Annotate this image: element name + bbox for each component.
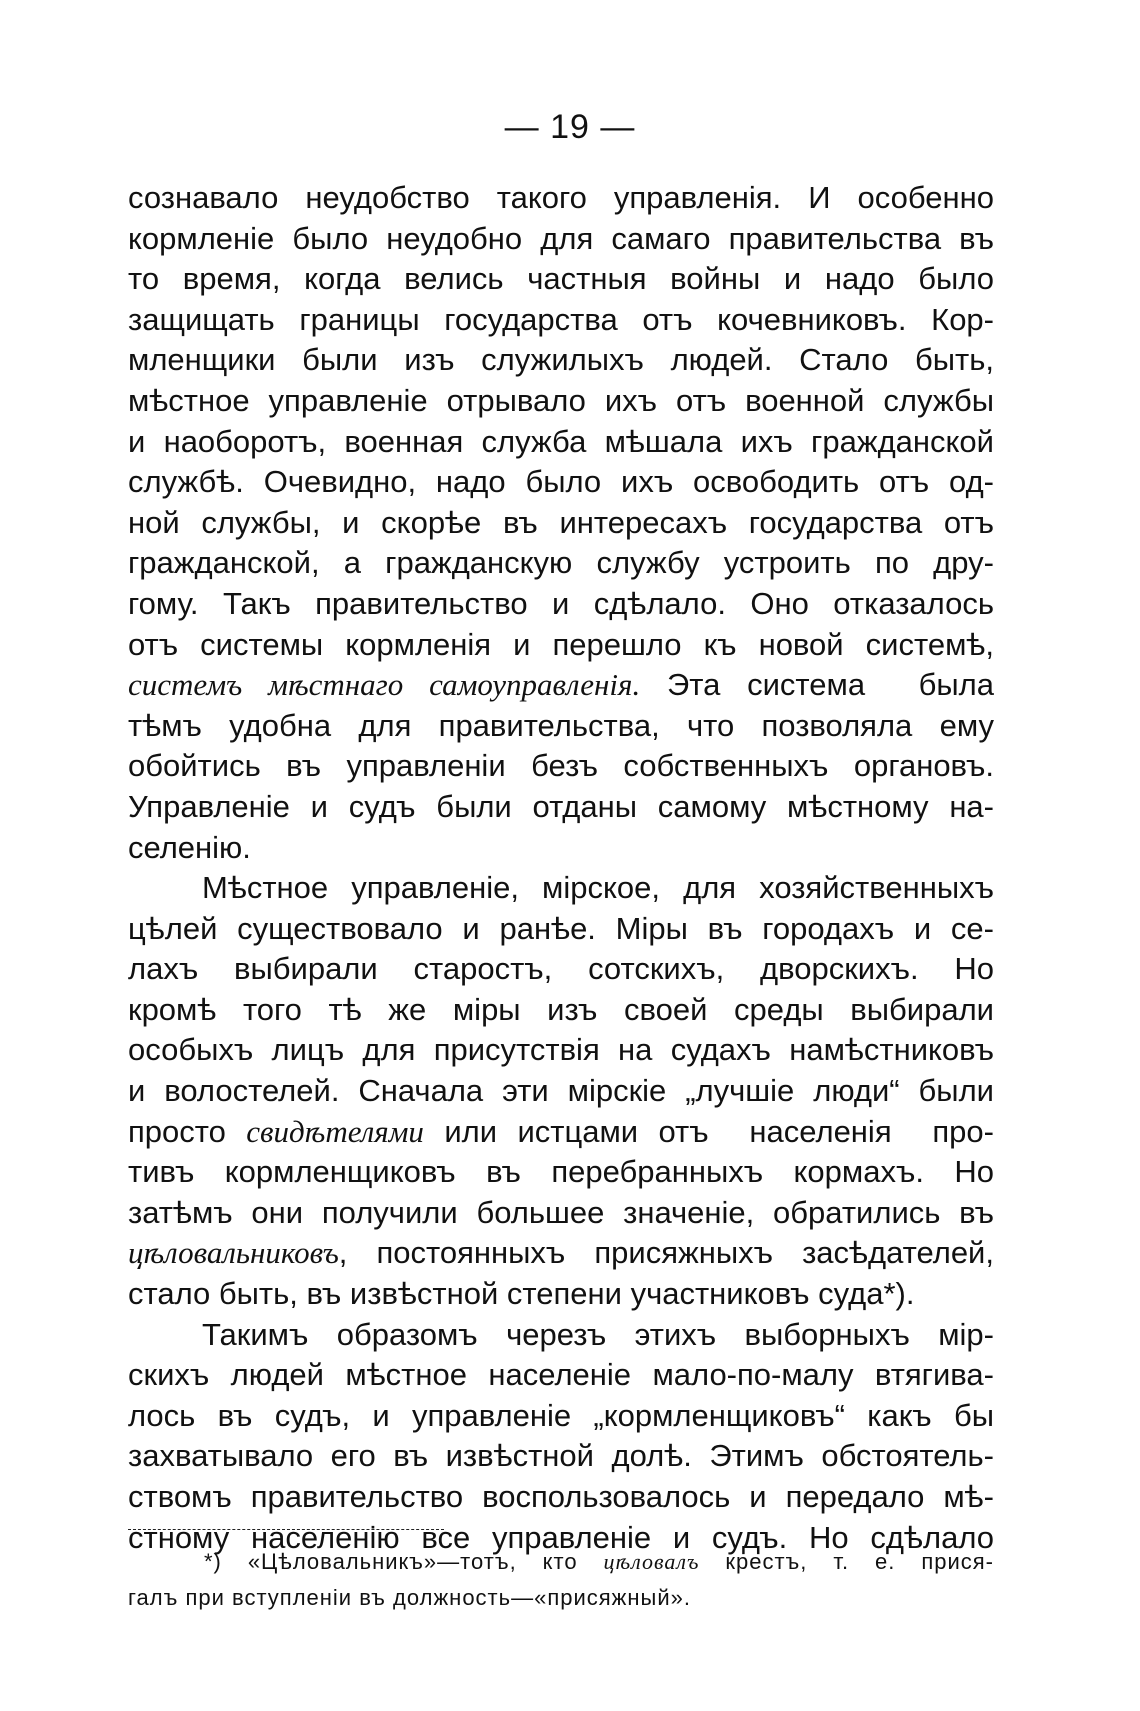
footnote-line bbox=[128, 1544, 994, 1580]
paragraph-start-line: Такимъ образомъ черезъ этихъ выборныхъ мір- bbox=[202, 1316, 994, 1352]
text-line: и наоборотъ, военная служба мѣшала ихъ гражданской bbox=[128, 423, 994, 459]
italic-phrase: цѣловальниковъ bbox=[128, 1235, 339, 1271]
text-line: тивъ кормленщиковъ въ перебранныхъ кормахъ. Но bbox=[128, 1154, 994, 1190]
text-line bbox=[128, 665, 994, 706]
text-line: захватывало его въ извѣстной долѣ. Этимъ обстоятель- bbox=[128, 1438, 994, 1474]
text-line: службѣ. Очевидно, надо было ихъ освободить отъ од- bbox=[128, 464, 994, 500]
text-line: скихъ людей мѣстное населеніе мало-по-малу втягива- bbox=[128, 1357, 994, 1393]
footnote-divider bbox=[128, 1529, 444, 1530]
text-line: обойтись въ управленіи безъ собственныхъ органовъ. bbox=[128, 748, 994, 784]
text-fragment: или истцами отъ населенія про- bbox=[423, 1113, 994, 1149]
text-line: ной службы, и скорѣе въ интересахъ государства отъ bbox=[128, 504, 994, 540]
text-line: гражданской, а гражданскую службу устроить по дру- bbox=[128, 545, 994, 581]
text-line: сознавало неудобство такого управленія. И особенно bbox=[128, 180, 994, 215]
text-fragment: , постоянныхъ присяжныхъ засѣдателей, bbox=[338, 1235, 994, 1271]
italic-phrase: системъ мѣстнаго самоуправленія. bbox=[128, 667, 641, 703]
text-line: ствомъ правительство воспользовалось и передало мѣ- bbox=[128, 1479, 994, 1514]
text-line: и волостелей. Сначала эти мірскіе „лучшіе люди“ были bbox=[128, 1073, 994, 1109]
text-line: затѣмъ они получили большее значеніе, обратились въ bbox=[128, 1194, 994, 1230]
text-line: селенію. bbox=[128, 829, 251, 865]
body-text bbox=[128, 178, 994, 1558]
text-line: Управленіе и судъ были отданы самому мѣстному на- bbox=[128, 788, 994, 824]
text-line: стному населенію все управленіе и судъ. Но сдѣлало bbox=[128, 1519, 994, 1555]
text-line: тѣмъ удобна для правительства, что позволяла ему bbox=[128, 707, 994, 743]
text-line: особыхъ лицъ для присутствія на судахъ намѣстниковъ bbox=[128, 1032, 994, 1068]
footnote bbox=[128, 1544, 994, 1616]
text-line: отъ системы кормленія и перешло къ новой системѣ, bbox=[128, 626, 994, 662]
text-fragment: *) «Цѣловальникъ»—тотъ, кто bbox=[204, 1549, 604, 1574]
text-line: защищать границы государства отъ кочевниковъ. Кор- bbox=[128, 301, 994, 337]
italic-phrase: цѣловалъ bbox=[603, 1549, 700, 1574]
text-line: кромѣ того тѣ же міры изъ своей среды выбирали bbox=[128, 991, 994, 1027]
text-fragment: Эта система была bbox=[640, 667, 994, 703]
text-line: то время, когда велись частныя войны и надо было bbox=[128, 261, 994, 297]
text-fragment: крестъ, т. е. прися- bbox=[699, 1549, 995, 1574]
footnote-line: галъ при вступленіи въ должность—«присяжный». bbox=[128, 1585, 691, 1610]
text-line: гому. Такъ правительство и сдѣлало. Оно отказалось bbox=[128, 585, 994, 621]
text-fragment: просто bbox=[128, 1113, 247, 1149]
text-line: мленщики были изъ служилыхъ людей. Стало быть, bbox=[128, 342, 994, 378]
page-number: — 19 — bbox=[504, 108, 636, 146]
text-line: лахъ выбирали старостъ, сотскихъ, дворскихъ. Но bbox=[128, 951, 994, 987]
paragraph-start-line: Мѣстное управленіе, мірское, для хозяйственныхъ bbox=[202, 870, 994, 906]
text-line bbox=[128, 1233, 994, 1274]
text-line: стало быть, въ извѣстной степени участниковъ суда*). bbox=[128, 1276, 915, 1312]
text-line: мѣстное управленіе отрывало ихъ отъ военной службы bbox=[128, 382, 994, 418]
text-line: лось въ судъ, и управленіе „кормленщиковъ“ какъ бы bbox=[128, 1397, 994, 1433]
text-line: цѣлей существовало и ранѣе. Міры въ городахъ и се- bbox=[128, 910, 994, 946]
text-line bbox=[128, 1112, 994, 1153]
text-line: кормленіе было неудобно для самаго правительства въ bbox=[128, 220, 994, 256]
italic-phrase: свидѣтелями bbox=[246, 1113, 424, 1149]
